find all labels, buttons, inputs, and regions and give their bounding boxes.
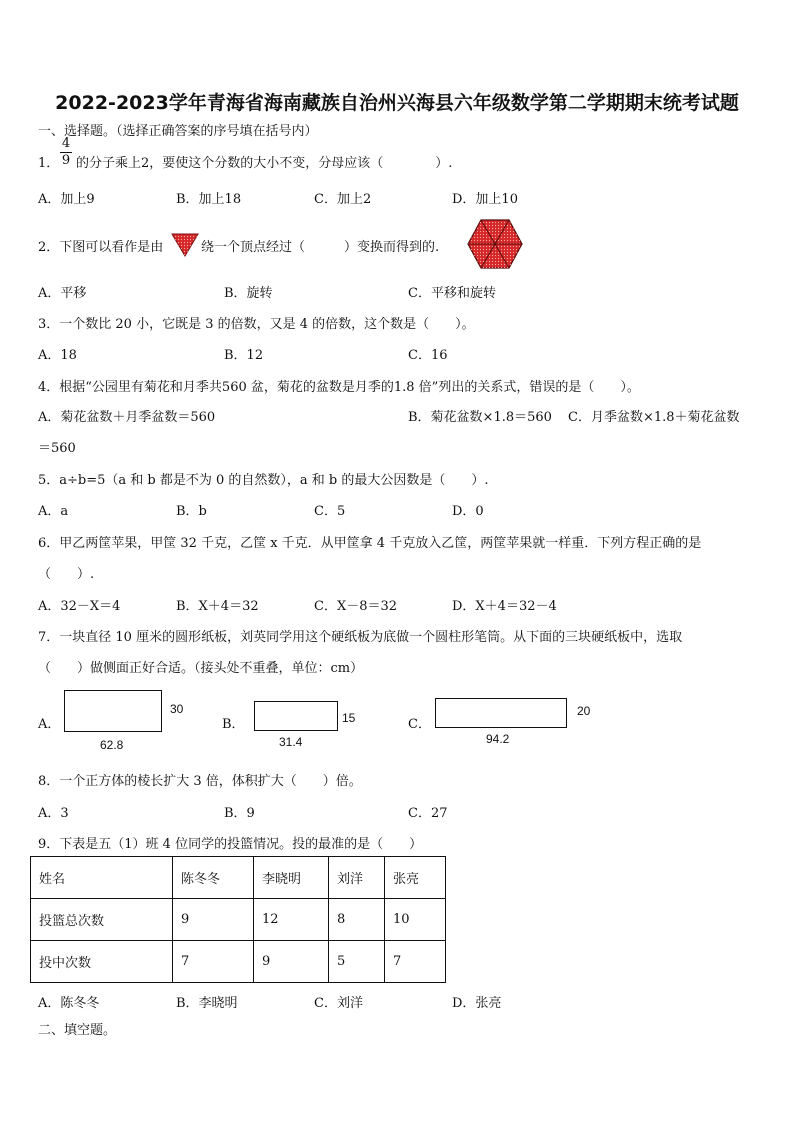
q2-option-a: A．平移 [38, 286, 87, 301]
q5-option-c: C．5 [314, 504, 346, 519]
section-heading-choice: 一、选择题。（选择正确答案的序号填在括号内） [38, 124, 318, 139]
q1-option-c: C．加上2 [314, 192, 372, 207]
q2-option-c: C．平移和旋转 [408, 286, 496, 301]
q5-option-a: A．a [38, 504, 69, 519]
table-cell: 投篮总次数 [31, 899, 173, 941]
q4-option-c-continued: ＝560 [38, 441, 76, 456]
table-row [31, 941, 446, 983]
table-cell: 投中次数 [31, 941, 173, 983]
q8-option-a: A．3 [38, 806, 69, 821]
q6-option-a: A．32－X＝4 [38, 599, 121, 614]
q3-option-b: B．12 [224, 348, 264, 363]
q4-option-a: A．菊花盆数＋月季盆数＝560 [38, 410, 216, 425]
q6-option-d: D．X＋4＝32－4 [452, 599, 557, 614]
q1-option-d: D．加上10 [452, 192, 518, 207]
q7-option-c-height: 20 [577, 704, 591, 718]
triangle-figure [171, 232, 199, 258]
table-cell: 7 [385, 941, 446, 983]
q7-option-c-label: C． [408, 717, 431, 732]
shooting-table [30, 856, 446, 983]
table-cell: 10 [385, 899, 446, 941]
q2-text-end: 绕一个顶点经过（ ）变换而得到的. [201, 240, 440, 255]
q7-text: 7．一块直径 10 厘米的圆形纸板，刘英同学用这个硬纸板为底做一个圆柱形笔筒。从下面的三块硬纸板中，选取 [38, 630, 683, 645]
table-header-cell: 李晓明 [254, 857, 329, 899]
table-cell: 12 [254, 899, 329, 941]
q3-option-c: C．16 [408, 348, 448, 363]
table-header-cell: 张亮 [385, 857, 446, 899]
q7-option-c-rectangle [435, 698, 567, 728]
q1-text: 的分子乘上2，要使这个分数的大小不变，分母应该（ ）. [76, 156, 453, 171]
table-row [31, 857, 446, 899]
q7-text-continued: （ ）做侧面正好合适。（接头处不重叠，单位：cm） [38, 661, 364, 676]
table-cell: 9 [254, 941, 329, 983]
q1-fraction-numerator: 4 [61, 136, 71, 151]
table-cell: 9 [173, 899, 254, 941]
q9-text: 9．下表是五（1）班 4 位同学的投篮情况。投的最准的是（ ） [38, 837, 423, 852]
q4-option-c: C．月季盆数×1.8＋菊花盆数 [568, 410, 740, 425]
q9-option-d: D．张亮 [452, 996, 502, 1011]
table-header-cell: 陈冬冬 [173, 857, 254, 899]
q5-option-d: D．0 [452, 504, 484, 519]
table-cell: 7 [173, 941, 254, 983]
table-cell: 8 [329, 899, 385, 941]
q7-option-b-height: 15 [342, 711, 356, 725]
q1-option-a: A．加上9 [38, 192, 95, 207]
q6-text: 6．甲乙两筐苹果，甲筐 32 千克，乙筐 x 千克．从甲筐拿 4 千克放入乙筐，两筐苹果就一样重．下列方程正确的是 [38, 536, 702, 551]
q1-fraction [60, 137, 72, 168]
q9-option-a: A．陈冬冬 [38, 996, 100, 1011]
hexagon-figure [467, 218, 523, 270]
q5-option-b: B．b [176, 504, 207, 519]
q7-option-a-width: 62.8 [100, 738, 124, 752]
q6-option-b: B．X＋4＝32 [176, 599, 259, 614]
table-header-cell: 刘洋 [329, 857, 385, 899]
q8-option-b: B．9 [224, 806, 255, 821]
q8-option-c: C．27 [408, 806, 448, 821]
q4-text: 4．根据“公园里有菊花和月季共560 盆，菊花的盆数是月季的1.8 倍”列出的关系式，错误的是（ ）。 [38, 380, 640, 395]
q9-option-b: B．李晓明 [176, 996, 238, 1011]
q8-text: 8．一个正方体的棱长扩大 3 倍，体积扩大（ ）倍。 [38, 774, 362, 789]
q7-option-b-rectangle [254, 701, 338, 731]
q3-option-a: A．18 [38, 348, 77, 363]
q2-text-start: 2．下图可以看作是由 [38, 240, 164, 255]
q6-text-continued: （ ）. [38, 567, 95, 582]
q7-option-c-width: 94.2 [486, 732, 510, 746]
table-cell: 5 [329, 941, 385, 983]
q7-option-b-label: B． [222, 717, 245, 732]
q5-text: 5．a÷b=5（a 和 b 都是不为 0 的自然数），a 和 b 的最大公因数是（ ）. [38, 473, 489, 488]
table-row [31, 899, 446, 941]
q2-option-b: B．旋转 [224, 286, 273, 301]
q7-option-a-height: 30 [170, 702, 184, 716]
q4-option-b: B．菊花盆数×1.8＝560 [408, 410, 552, 425]
q9-option-c: C．刘洋 [314, 996, 363, 1011]
table-header-cell: 姓名 [31, 857, 173, 899]
q1-option-b: B．加上18 [176, 192, 242, 207]
q6-option-c: C．X－8＝32 [314, 599, 398, 614]
q7-option-b-width: 31.4 [279, 735, 303, 749]
page-title: 2022-2023学年青海省海南藏族自治州兴海县六年级数学第二学期期末统考试题 [55, 92, 739, 114]
q7-option-a-label: A． [38, 717, 61, 732]
q1-fraction-denominator: 9 [61, 153, 71, 168]
q7-option-a-rectangle [64, 690, 162, 732]
section-heading-fill: 二、填空题。 [38, 1023, 117, 1038]
q1-number: 1． [38, 156, 60, 171]
q3-text: 3．一个数比 20 小，它既是 3 的倍数，又是 4 的倍数，这个数是（ ）。 [38, 317, 475, 332]
